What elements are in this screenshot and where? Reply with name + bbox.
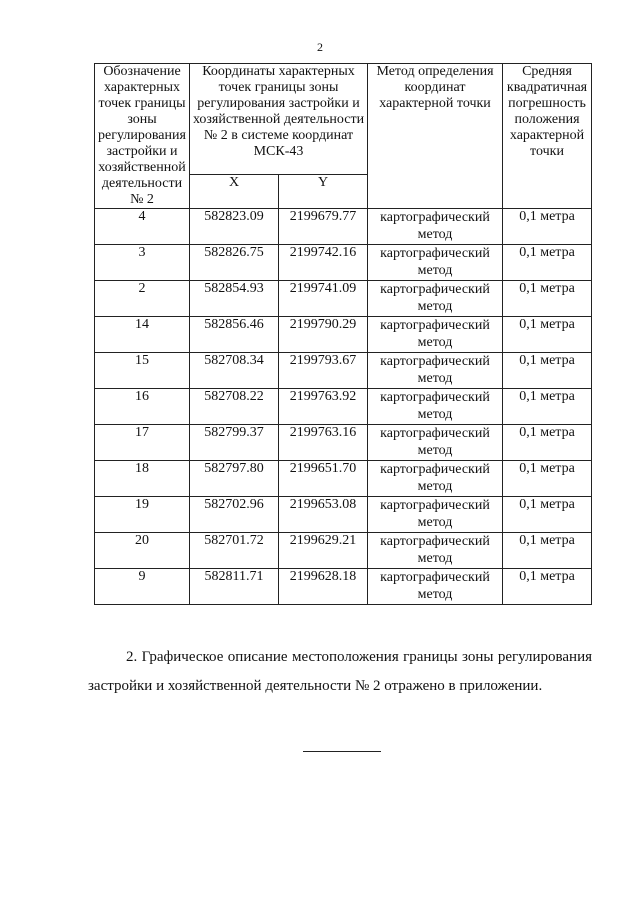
point-id-cell: 3: [95, 245, 190, 281]
error-cell: 0,1 метра: [503, 425, 592, 461]
y-coordinate-cell: 2199629.21: [279, 533, 368, 569]
y-coordinate-cell: 2199790.29: [279, 317, 368, 353]
point-id-cell: 19: [95, 497, 190, 533]
header-method: Метод определения координат характерной точки: [368, 64, 503, 209]
error-cell: 0,1 метра: [503, 389, 592, 425]
end-divider: [303, 751, 381, 752]
page-number: 2: [317, 40, 323, 54]
x-coordinate-cell: 582854.93: [190, 281, 279, 317]
x-coordinate-cell: 582799.37: [190, 425, 279, 461]
header-x: X: [190, 175, 279, 209]
header-y: Y: [279, 175, 368, 209]
point-id-cell: 14: [95, 317, 190, 353]
point-id-cell: 17: [95, 425, 190, 461]
x-coordinate-cell: 582701.72: [190, 533, 279, 569]
point-id-cell: 16: [95, 389, 190, 425]
error-cell: 0,1 метра: [503, 209, 592, 245]
y-coordinate-cell: 2199653.08: [279, 497, 368, 533]
point-id-cell: 15: [95, 353, 190, 389]
error-cell: 0,1 метра: [503, 245, 592, 281]
point-id-cell: 2: [95, 281, 190, 317]
y-coordinate-cell: 2199741.09: [279, 281, 368, 317]
table-row: [95, 569, 592, 605]
method-cell: картографический метод: [368, 353, 503, 389]
y-coordinate-cell: 2199763.92: [279, 389, 368, 425]
description-paragraph: 2. Графическое описание местоположения границы зоны регулирования застройки и хозяйственной деятельности № 2 отражено в приложении.: [88, 649, 592, 694]
error-cell: 0,1 метра: [503, 281, 592, 317]
method-cell: картографический метод: [368, 317, 503, 353]
error-cell: 0,1 метра: [503, 317, 592, 353]
error-cell: 0,1 метра: [503, 353, 592, 389]
header-designation: Обозначение характерных точек границы зоны регулирования застройки и хозяйственной деятельности № 2: [95, 64, 190, 209]
method-cell: картографический метод: [368, 569, 503, 605]
x-coordinate-cell: 582708.34: [190, 353, 279, 389]
table-row: [95, 461, 592, 497]
coordinates-table: [94, 63, 592, 605]
error-cell: 0,1 метра: [503, 497, 592, 533]
method-cell: картографический метод: [368, 497, 503, 533]
point-id-cell: 18: [95, 461, 190, 497]
table-row: [95, 533, 592, 569]
y-coordinate-cell: 2199679.77: [279, 209, 368, 245]
table-row: [95, 317, 592, 353]
method-cell: картографический метод: [368, 425, 503, 461]
error-cell: 0,1 метра: [503, 569, 592, 605]
x-coordinate-cell: 582702.96: [190, 497, 279, 533]
point-id-cell: 9: [95, 569, 190, 605]
table-row: [95, 281, 592, 317]
table-body: [95, 209, 592, 605]
method-cell: картографический метод: [368, 389, 503, 425]
error-cell: 0,1 метра: [503, 461, 592, 497]
y-coordinate-cell: 2199651.70: [279, 461, 368, 497]
x-coordinate-cell: 582856.46: [190, 317, 279, 353]
table-row: [95, 209, 592, 245]
header-error: Средняя квадратичная погрешность положения характерной точки: [503, 64, 592, 209]
y-coordinate-cell: 2199793.67: [279, 353, 368, 389]
method-cell: картографический метод: [368, 533, 503, 569]
header-coordinates: Координаты характерных точек границы зоны регулирования застройки и хозяйственной деятельности № 2 в системе координат МСК-43: [190, 64, 368, 175]
point-id-cell: 20: [95, 533, 190, 569]
method-cell: картографический метод: [368, 281, 503, 317]
method-cell: картографический метод: [368, 461, 503, 497]
x-coordinate-cell: 582826.75: [190, 245, 279, 281]
method-cell: картографический метод: [368, 245, 503, 281]
table-row: [95, 245, 592, 281]
method-cell: картографический метод: [368, 209, 503, 245]
y-coordinate-cell: 2199763.16: [279, 425, 368, 461]
y-coordinate-cell: 2199628.18: [279, 569, 368, 605]
table-row: [95, 497, 592, 533]
y-coordinate-cell: 2199742.16: [279, 245, 368, 281]
point-id-cell: 4: [95, 209, 190, 245]
x-coordinate-cell: 582811.71: [190, 569, 279, 605]
table-row: [95, 425, 592, 461]
x-coordinate-cell: 582797.80: [190, 461, 279, 497]
error-cell: 0,1 метра: [503, 533, 592, 569]
x-coordinate-cell: 582823.09: [190, 209, 279, 245]
table-row: [95, 353, 592, 389]
table-row: [95, 389, 592, 425]
x-coordinate-cell: 582708.22: [190, 389, 279, 425]
